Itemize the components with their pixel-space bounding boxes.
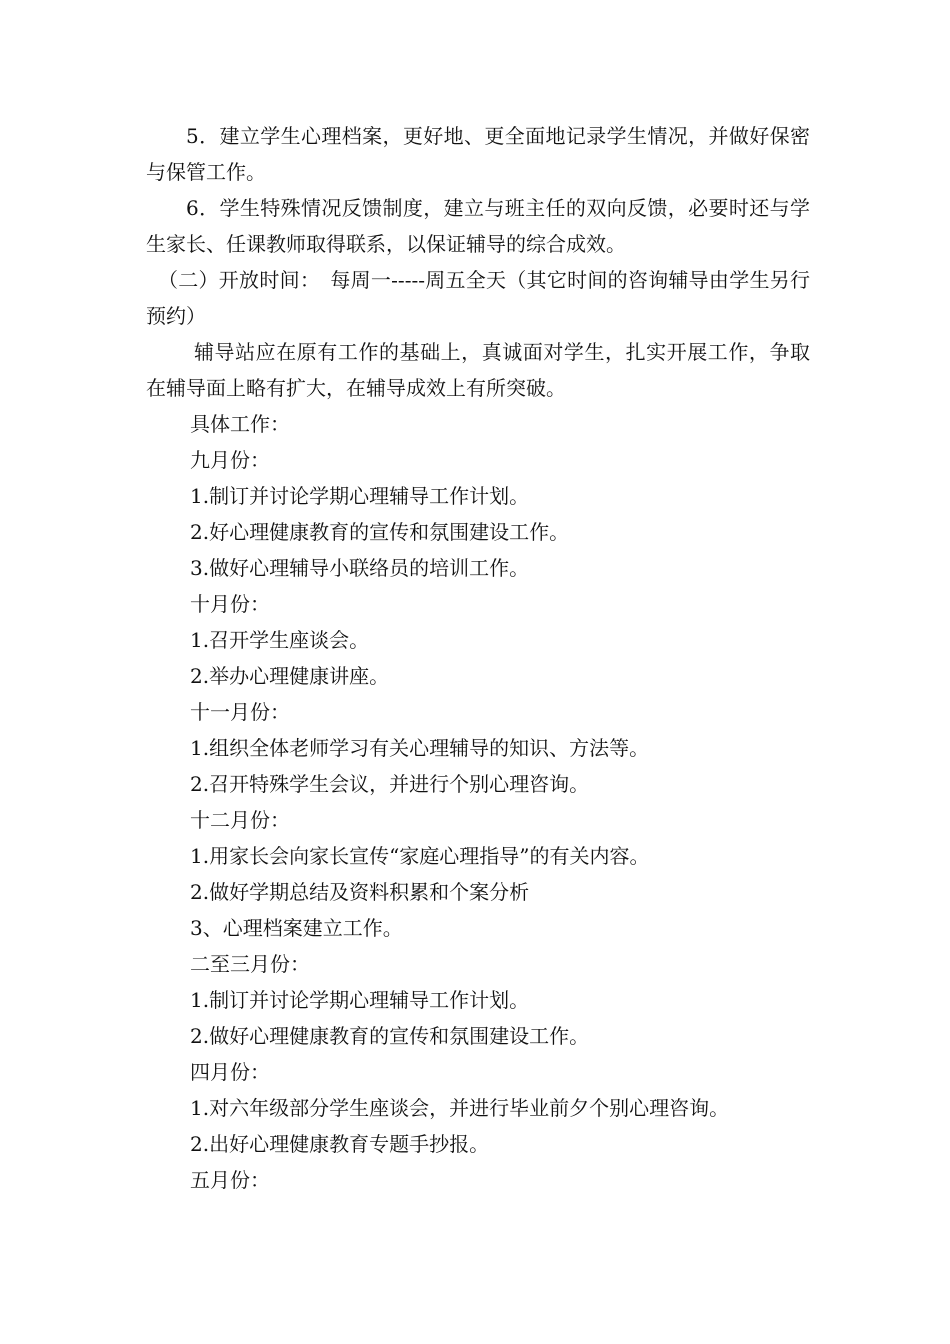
paragraph-opening-hours: （二）开放时间： 每周一-----周五全天（其它时间的咨询辅导由学生另行预约） <box>146 268 810 328</box>
month-heading-feb-march: 二至三月份： <box>190 952 310 976</box>
paragraph-feedback: 6．学生特殊情况反馈制度，建立与班主任的双向反馈，必要时还与学生家长、任课教师取得联系，以保证辅导的综合成效。 <box>146 196 810 256</box>
list-item: 2.做好学期总结及资料积累和个案分析 <box>190 880 530 904</box>
list-item: 3、心理档案建立工作。 <box>190 916 403 940</box>
month-heading-october: 十月份： <box>190 592 270 616</box>
list-item: 2.出好心理健康教育专题手抄报。 <box>190 1132 490 1156</box>
month-heading-december: 十二月份： <box>190 808 290 832</box>
month-heading-november: 十一月份： <box>190 700 290 724</box>
list-item: 3.做好心理辅导小联络员的培训工作。 <box>190 556 530 580</box>
month-heading-april: 四月份： <box>190 1060 270 1084</box>
list-item: 2.做好心理健康教育的宣传和氛围建设工作。 <box>190 1024 590 1048</box>
list-item: 2.召开特殊学生会议，并进行个别心理咨询。 <box>190 772 590 796</box>
list-item: 1.制订并讨论学期心理辅导工作计划。 <box>190 988 530 1012</box>
month-heading-september: 九月份： <box>190 448 270 472</box>
list-item: 1.制订并讨论学期心理辅导工作计划。 <box>190 484 530 508</box>
list-item: 2.举办心理健康讲座。 <box>190 664 390 688</box>
paragraph-archive: 5．建立学生心理档案，更好地、更全面地记录学生情况，并做好保密与保管工作。 <box>146 124 810 184</box>
section-heading-specific-work: 具体工作： <box>190 412 290 436</box>
list-item: 1.组织全体老师学习有关心理辅导的知识、方法等。 <box>190 736 650 760</box>
list-item: 2.好心理健康教育的宣传和氛围建设工作。 <box>190 520 570 544</box>
list-item: 1.对六年级部分学生座谈会，并进行毕业前夕个别心理咨询。 <box>190 1096 730 1120</box>
document-page <box>146 118 810 1198</box>
paragraph-summary: 辅导站应在原有工作的基础上，真诚面对学生，扎实开展工作，争取在辅导面上略有扩大，在辅导成效上有所突破。 <box>146 340 810 400</box>
list-item: 1.召开学生座谈会。 <box>190 628 370 652</box>
month-heading-may: 五月份： <box>190 1168 270 1192</box>
list-item: 1.用家长会向家长宣传“家庭心理指导”的有关内容。 <box>190 844 650 868</box>
